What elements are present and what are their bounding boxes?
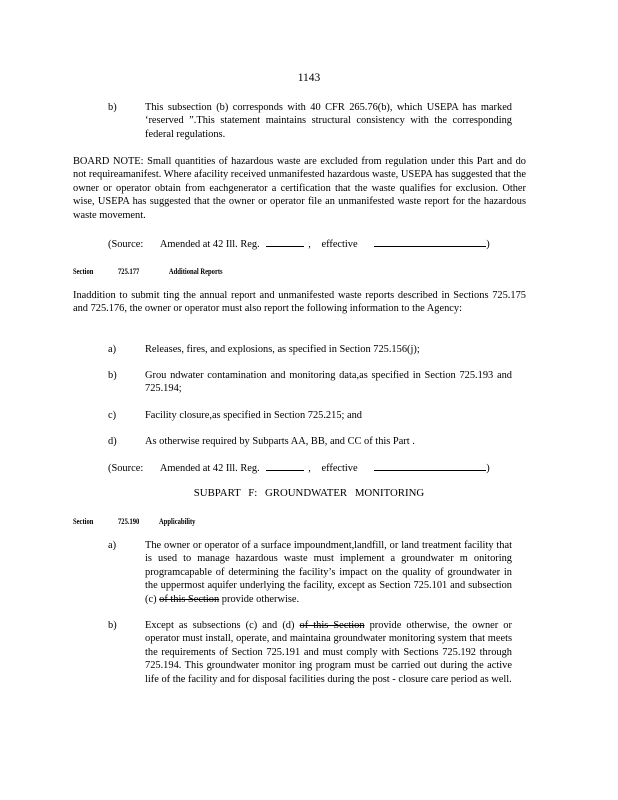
item-label: a) [108, 540, 117, 551]
section-word: Section [73, 517, 94, 526]
item-725-190-b [108, 619, 512, 686]
item-label: a) [108, 344, 117, 355]
item-b-top [108, 101, 512, 141]
source-close: ) [486, 239, 490, 250]
struck-text: of this Section [299, 620, 365, 631]
section-number: 725.190 [118, 517, 140, 526]
list-item [108, 435, 512, 448]
effective-blank [374, 461, 486, 471]
item-text: Grou ndwater contamination and monitoring data,as specified in Section 725.193 and 725.194; [145, 370, 512, 395]
item-text [145, 619, 512, 686]
source-effective: effective [321, 463, 358, 474]
item-text: As otherwise required by Subparts AA, BB, and CC of this Part . [145, 436, 415, 447]
item-label: b) [108, 102, 117, 113]
section-heading-725-190 [73, 515, 195, 528]
item-text-after: provide otherwise, the owner or operator must install, operate, and maintaina groundwater monitoring system that meets the requirements of Section 725.191 and must comply with Sections 725.192 through 725.194. This groundwater monitor ing program must be carried out during the active life of the facility and for disposal facilities during the post - closure care period as well. [145, 620, 512, 685]
subpart-heading: SUBPART F: GROUNDWATER MONITORING [193, 487, 425, 499]
source-prefix: (Source: [108, 239, 144, 250]
board-note: BOARD NOTE: Small quantities of hazardous waste are excluded from regulation under this Part and do not requireamanifest. Where afacility received unmanifested hazardous waste, USEPA has suggested that the owner or operator obtain from eachgenerator a certification that the waste qualifies for exclusion. Other wise, USEPA has suggested that the owner or operator file an unmanifested waste report for the hazardous waste movement. [73, 156, 526, 221]
section-title: Additional Reports [168, 267, 223, 276]
item-label: b) [108, 370, 117, 381]
struck-text: of this Section [159, 593, 220, 605]
reg-blank [266, 237, 304, 247]
section-number: 725.177 [118, 267, 140, 276]
section-title: Applicability [159, 517, 196, 526]
section-heading-725-177 [73, 265, 223, 278]
source-close: ) [486, 463, 490, 474]
item-725-190-a [108, 539, 512, 606]
list-item [108, 409, 512, 422]
page-number: 1143 [297, 72, 321, 84]
item-text: Facility closure,as specified in Section 725.215; and [145, 410, 363, 421]
source-effective: effective [321, 239, 358, 250]
source-amended: Amended at 42 Ill. Reg. [159, 239, 260, 250]
section-intro: Inaddition to submit ting the annual report and unmanifested waste reports described in Sections 725.175 and 725.176, the owner or operator must also report the following information to the Agency: [73, 290, 526, 315]
item-label: b) [108, 620, 117, 631]
item-text-before: Except as subsections (c) and (d) [145, 620, 295, 631]
item-text: This subsection (b) corresponds with 40 CFR 265.76(b), which USEPA has marked ‘reserved ”.This statement maintains structural consistency with the corresponding federal regulations. [145, 102, 512, 140]
reg-blank [266, 461, 304, 471]
list-item [108, 369, 512, 396]
effective-blank [374, 237, 486, 247]
item-text-after: provide otherwise. [221, 593, 300, 605]
section-word: Section [73, 267, 94, 276]
item-text [145, 539, 512, 606]
item-text-before: The owner or operator of a surface impoundment,landfill, or land treatment facility that is used to manage hazardous waste must implement a groundwater m onitoring programcapable of determining the facility’s impact on the quality of groundwater in the uppermost aquifer underlying the facility, except as Section 725.101 and subsection (c) [145, 540, 512, 605]
source-prefix: (Source: [108, 463, 144, 474]
source-note-2: (Source: Amended at 42 Ill. Reg. , effective ) [108, 463, 490, 474]
source-amended: Amended at 42 Ill. Reg. [159, 463, 260, 474]
source-note-1: (Source: Amended at 42 Ill. Reg. , effective ) [108, 239, 490, 250]
item-label: d) [108, 436, 117, 447]
item-label: c) [108, 410, 117, 421]
item-text: Releases, fires, and explosions, as specified in Section 725.156(j); [145, 344, 420, 355]
list-item [108, 343, 512, 356]
